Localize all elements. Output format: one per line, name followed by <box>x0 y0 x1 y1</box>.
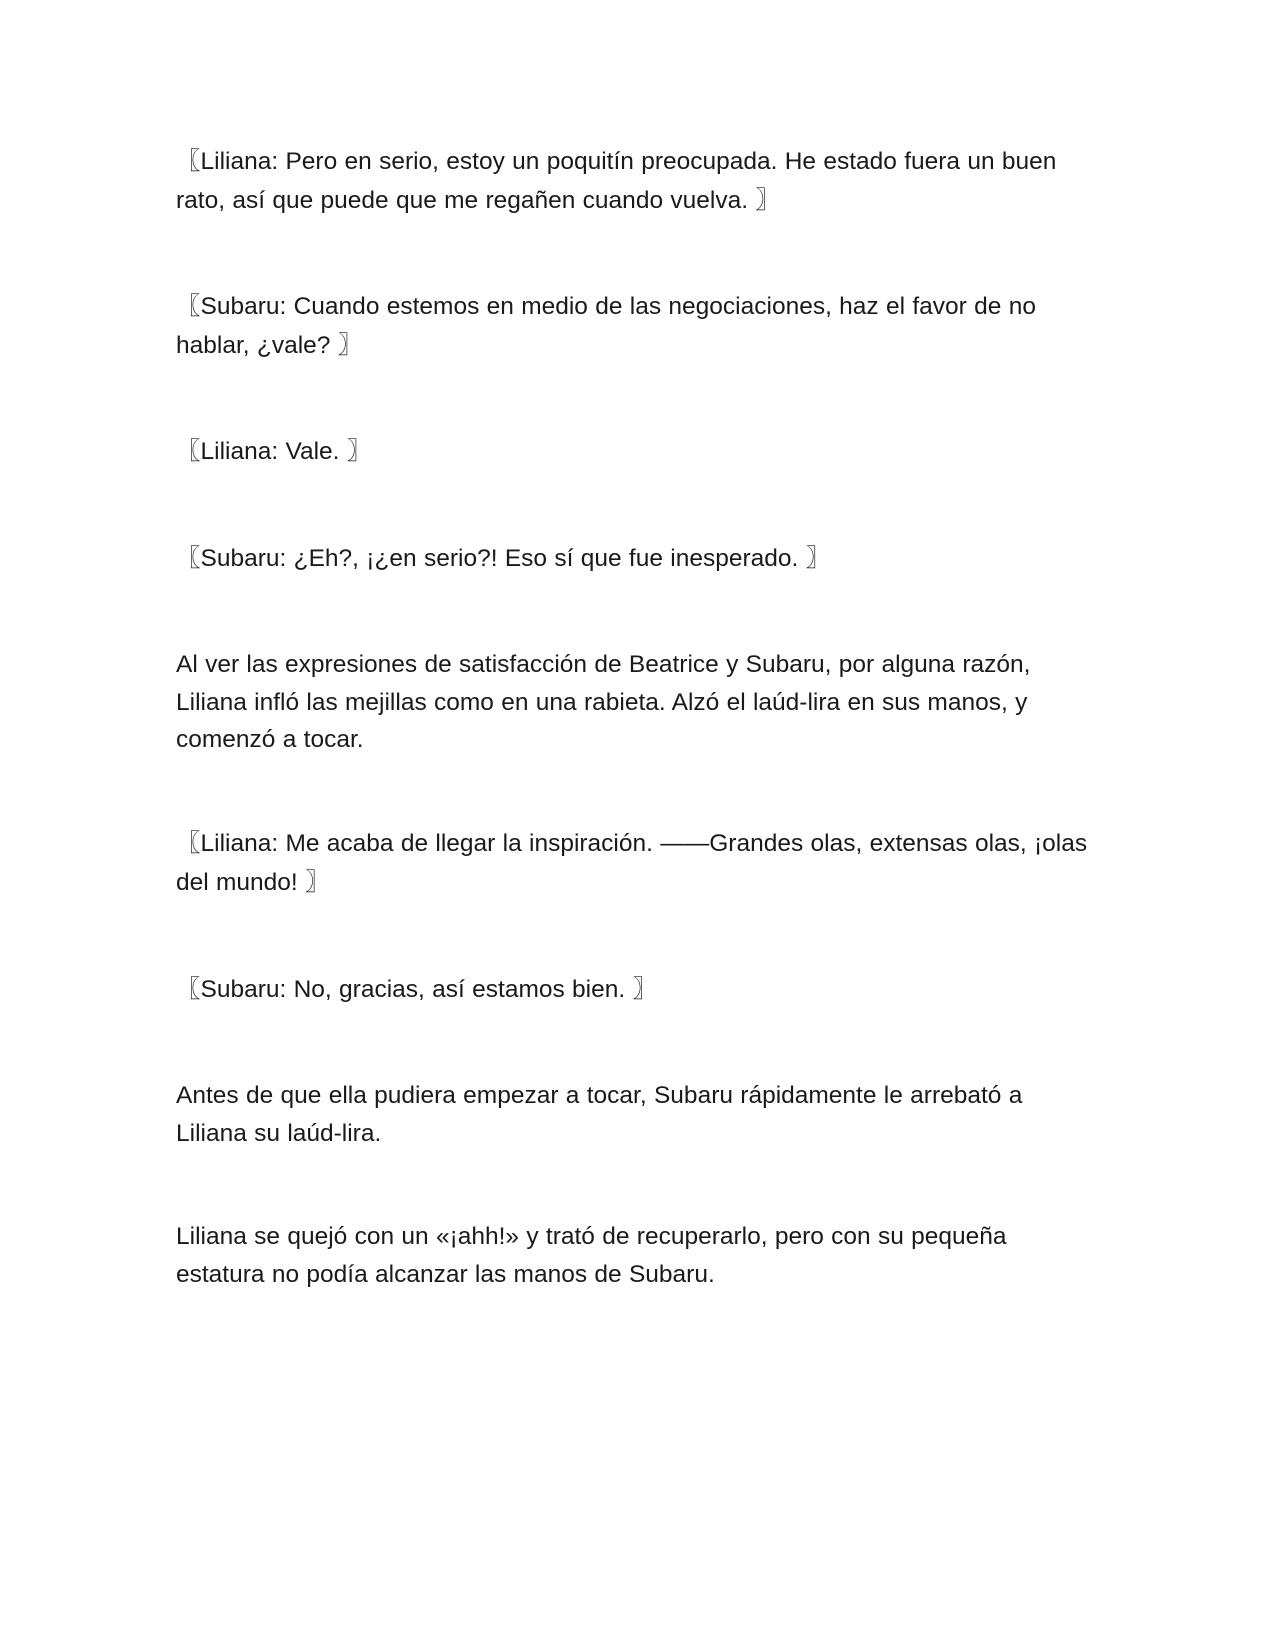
dialogue-paragraph: 〖Liliana: Vale. 〗 <box>176 438 372 465</box>
dialogue-paragraph: 〖Liliana: Me acaba de llegar la inspiración. ——Grandes olas, extensas olas, ¡olas del mundo! 〗 <box>176 830 1088 896</box>
dialogue-paragraph: 〖Subaru: ¿Eh?, ¡¿en serio?! Eso sí que fue inesperado. 〗 <box>176 545 831 572</box>
dialogue-paragraph: 〖Liliana: Pero en serio, estoy un poquitín preocupada. He estado fuera un buen rato, así que puede que me regañen cuando vuelva. 〗 <box>176 148 1057 214</box>
narration-paragraph: Liliana se quejó con un «¡ahh!» y trató de recuperarlo, pero con su pequeña estatura no podía alcanzar las manos de Subaru. <box>176 1223 1007 1288</box>
dialogue-paragraph: 〖Subaru: No, gracias, así estamos bien. 〗 <box>176 976 657 1003</box>
dialogue-paragraph: 〖Subaru: Cuando estemos en medio de las negociaciones, haz el favor de no hablar, ¿vale? 〗 <box>176 293 1036 359</box>
narration-paragraph: Al ver las expresiones de satisfacción de Beatrice y Subaru, por alguna razón, Liliana infló las mejillas como en una rabieta. Alzó el laúd-lira en sus manos, y comenzó a tocar. <box>176 651 1031 753</box>
narration-paragraph: Antes de que ella pudiera empezar a tocar, Subaru rápidamente le arrebató a Liliana su laúd-lira. <box>176 1082 1023 1147</box>
